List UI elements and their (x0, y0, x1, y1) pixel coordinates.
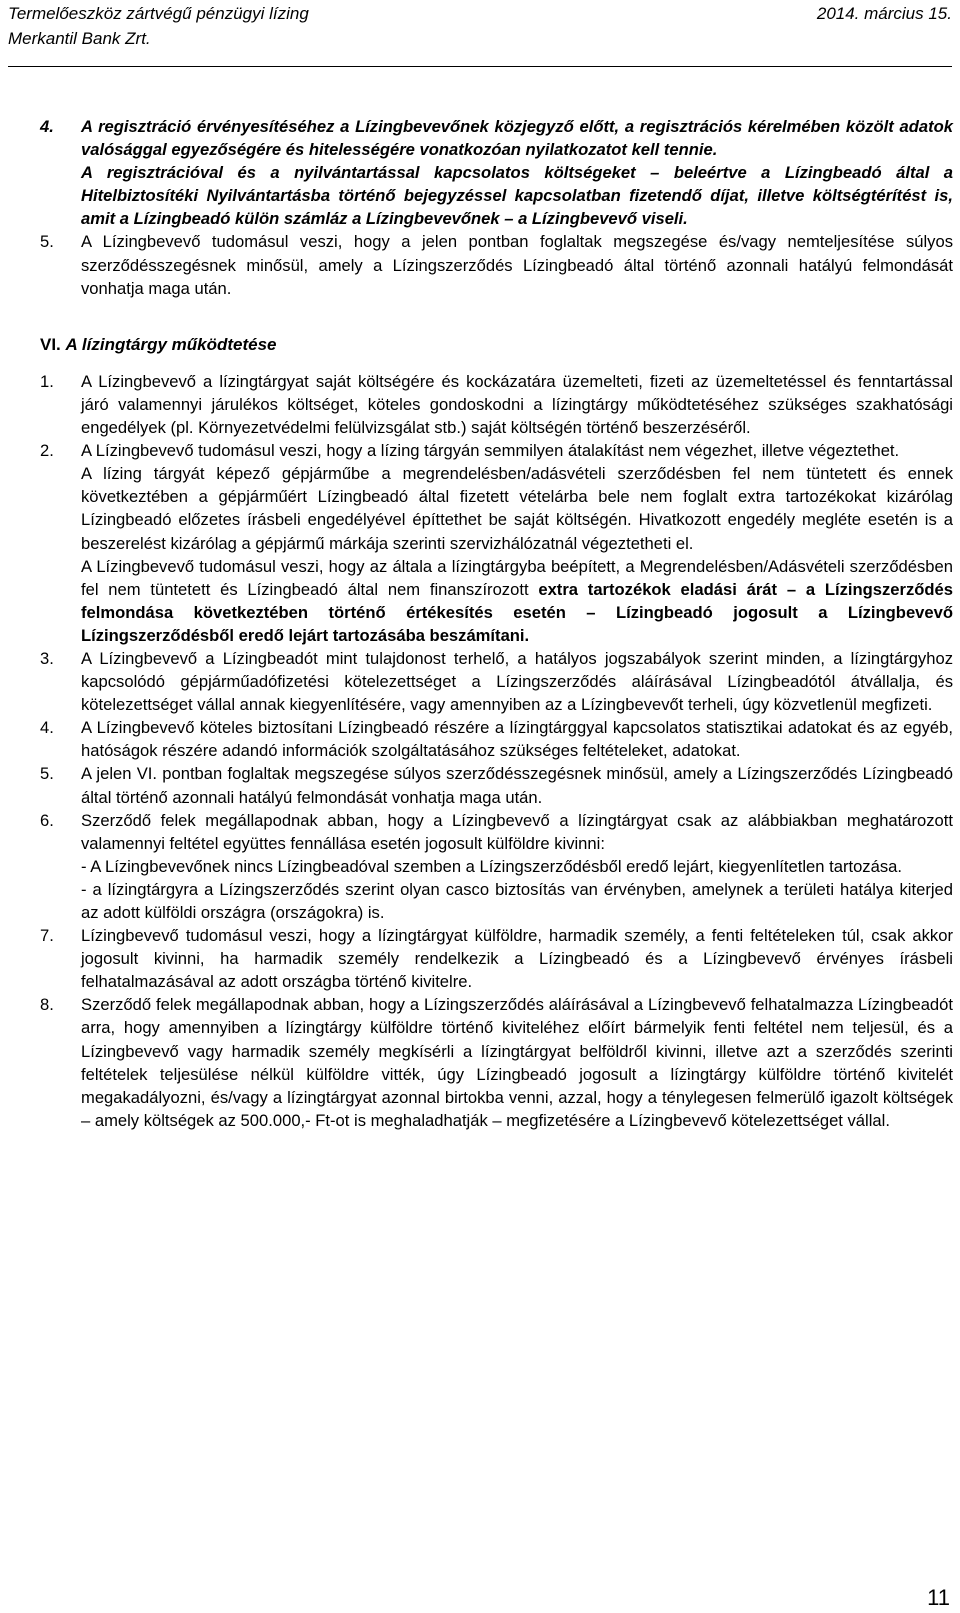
item-number: 7. (40, 926, 54, 946)
section-title: A lízingtárgy működtetése (65, 334, 277, 354)
list-item (40, 993, 953, 1132)
section-heading (40, 333, 953, 356)
list-item (40, 924, 953, 993)
list-item (40, 115, 953, 230)
paragraph-text: A Lízingbevevő tudomásul veszi, hogy az általa a lízingtárgyba beépített, a Megrendelésben/Adásvételi szerződésben fel nem tüntetett és Lízingbeadó által nem finanszírozott (81, 556, 953, 599)
item-number: 3. (40, 648, 54, 668)
list-item (40, 370, 953, 439)
list-item (40, 809, 953, 924)
item-number: 4. (40, 117, 54, 136)
document-date: 2014. március 15. (816, 4, 952, 23)
paragraph: A Lízingbevevő tudomásul veszi, hogy a jelen pontban foglaltak megszegése és/vagy nemteljesítése súlyos szerződésszegésnek minősül, amely a Lízingszerződés Lízingbeadó által történő azonnali hatályú felmondását vonhatja maga után. (81, 232, 953, 298)
paragraph: A Lízingbevevő a Lízingbeadót mint tulajdonost terhelő, a hatályos jogszabályok szerint minden, a lízingtárgyhoz kapcsolódó gépjárműadófizetési kötelezettséget a Lízingszerződés aláírásával Lízingbeadótól átvállalja, és kötelezettséget vállal annak kiegyenlítésére, vagy amennyiben az a Lízingbevevőt terheli, úgy közvetlenül megfizeti. (81, 648, 953, 715)
paragraph-bold-text: extra tartozékok eladási árát – a Lízingszerződés felmondása következtében történő értékesítés esetén – Lízingbeadó jogosult a Lízingbevevő Lízingszerződésből eredő lejárt tartozásába beszámítani. (81, 579, 953, 645)
list-item (40, 716, 953, 762)
paragraph: A Lízingbevevő köteles biztosítani Lízingbeadó részére a lízingtárggyal kapcsolatos statisztikai adatokat és az egyéb, hatóságok részére adandó információk szolgáltatásához szükséges feltételeket, adatokat. (81, 718, 953, 761)
paragraph: A lízing tárgyát képező gépjárműbe a megrendelésben/adásvételi szerződésben fel nem tüntetett és ennek következtében a gépjárműért Lízingbeadó által fizetett vételárba bele nem foglalt extra tartozékokat kizárólag Lízingbeadó előzetes írásbeli engedélyével építtethet be saját költségén. Hivatkozott engedély megléte esetén is a beszerelést kizárólag a gépjármű márkája szerinti szervizhálózatnál végeztetheti el. (81, 464, 953, 553)
paragraph: A regisztráció érvényesítéséhez a Lízingbevevőnek közjegyző előtt, a regisztrációs kérelmében közölt adatok valósággal egyezőségére és hitelességére vonatkozóan nyilatkozatot kell tennie. (81, 117, 953, 160)
document-title: Termelőeszköz zártvégű pénzügyi lízing (8, 4, 309, 23)
company-name: Merkantil Bank Zrt. (8, 29, 151, 48)
list-item (40, 439, 953, 647)
paragraph: A regisztrációval és a nyilvántartással kapcsolatos költségeket – beleértve a Lízingbeadó által a Hitelbiztosítéki Nyilvántartásba történő bejegyzéssel kapcsolatban fizetendő díjat, illetve költségtérítést is, amit a Lízingbeadó külön számláz a Lízingbevevőnek – a Lízingbevevő viseli. (81, 163, 953, 229)
item-number: 6. (40, 810, 54, 830)
list-item (40, 647, 953, 716)
item-number: 1. (40, 371, 54, 391)
item-number: 2. (40, 441, 54, 461)
paragraph: Lízingbevevő tudomásul veszi, hogy a lízingtárgyat külföldre, harmadik személy, a fenti feltételeken túl, csak akkor jogosult kivinni, ha harmadik személy rendelkezik a Lízingbeadó és a Lízingbevevő érvényes írásbeli felhatalmazásával az adott országba történő kivitelre. (81, 926, 953, 992)
item-number: 5. (40, 764, 54, 784)
paragraph: Szerződő felek megállapodnak abban, hogy a Lízingszerződés aláírásával a Lízingbevevő felhatalmazza Lízingbeadót arra, hogy amennyiben a lízingtárgy külföldre történő kiviteléhez előírt bármelyik fenti feltétel nem teljesül, és a Lízingbevevő vagy harmadik személy megkísérli a lízingtárgyat belföldről kivinni, illetve azt a szerződés szerinti feltételek teljesülése nélkül külföldre vitték, úgy Lízingbeadó jogosult a lízingtárgy külföldre történő kivitelét megakadályozni, és/vagy a lízingtárgyat azonnal birtokba venni, azzal, hogy a ténylegesen felmerülő igazolt költségek – amely költségek az 500.000,- Ft-ot is meghaladhatják – megfizetésére a Lízingbevevő kötelezettséget vállal. (81, 995, 953, 1130)
page-header (8, 0, 952, 67)
paragraph: A Lízingbevevő tudomásul veszi, hogy a lízing tárgyán semmilyen átalakítást nem végezhet, illetve végeztethet. (81, 441, 900, 461)
document-body (40, 115, 953, 1132)
paragraph: A jelen VI. pontban foglaltak megszegése súlyos szerződésszegésnek minősül, amely a Lízingszerződés Lízingbeadó által történő azonnali hatályú felmondását vonhatja maga után. (81, 764, 953, 807)
page-number: 11 (927, 1585, 950, 1610)
item-number: 8. (40, 995, 54, 1015)
item-number: 5. (40, 232, 54, 252)
paragraph (81, 555, 953, 647)
item-number: 4. (40, 718, 54, 738)
paragraph: A Lízingbevevő a lízingtárgyat saját költségére és kockázatára üzemelteti, fizeti az üzemeltetéssel és fenntartással járó valamennyi járulékos költséget, köteles gondoskodni a lízingtárgy működtetéséhez szükséges szakhatósági engedélyek (pl. Környezetvédelmi felülvizsgálat stb.) saját költségén történő beszerzéséről. (81, 371, 953, 438)
paragraph: - A Lízingbevevőnek nincs Lízingbeadóval szemben a Lízingszerződésből eredő lejárt, kiegyenlítetlen tartozása. (81, 856, 902, 876)
list-item (40, 230, 953, 299)
paragraph: Szerződő felek megállapodnak abban, hogy a Lízingbevevő a lízingtárgyat csak az alábbiakban meghatározott valamennyi feltétel együttes fennállása esetén jogosult külföldre kivinni: (81, 810, 953, 853)
section-number: VI. (40, 334, 61, 354)
list-item (40, 762, 953, 808)
paragraph: - a lízingtárgyra a Lízingszerződés szerint olyan casco biztosítás van érvényben, amelynek a területi hatálya kiterjed az adott külföldi országra (országokra) is. (81, 879, 953, 922)
